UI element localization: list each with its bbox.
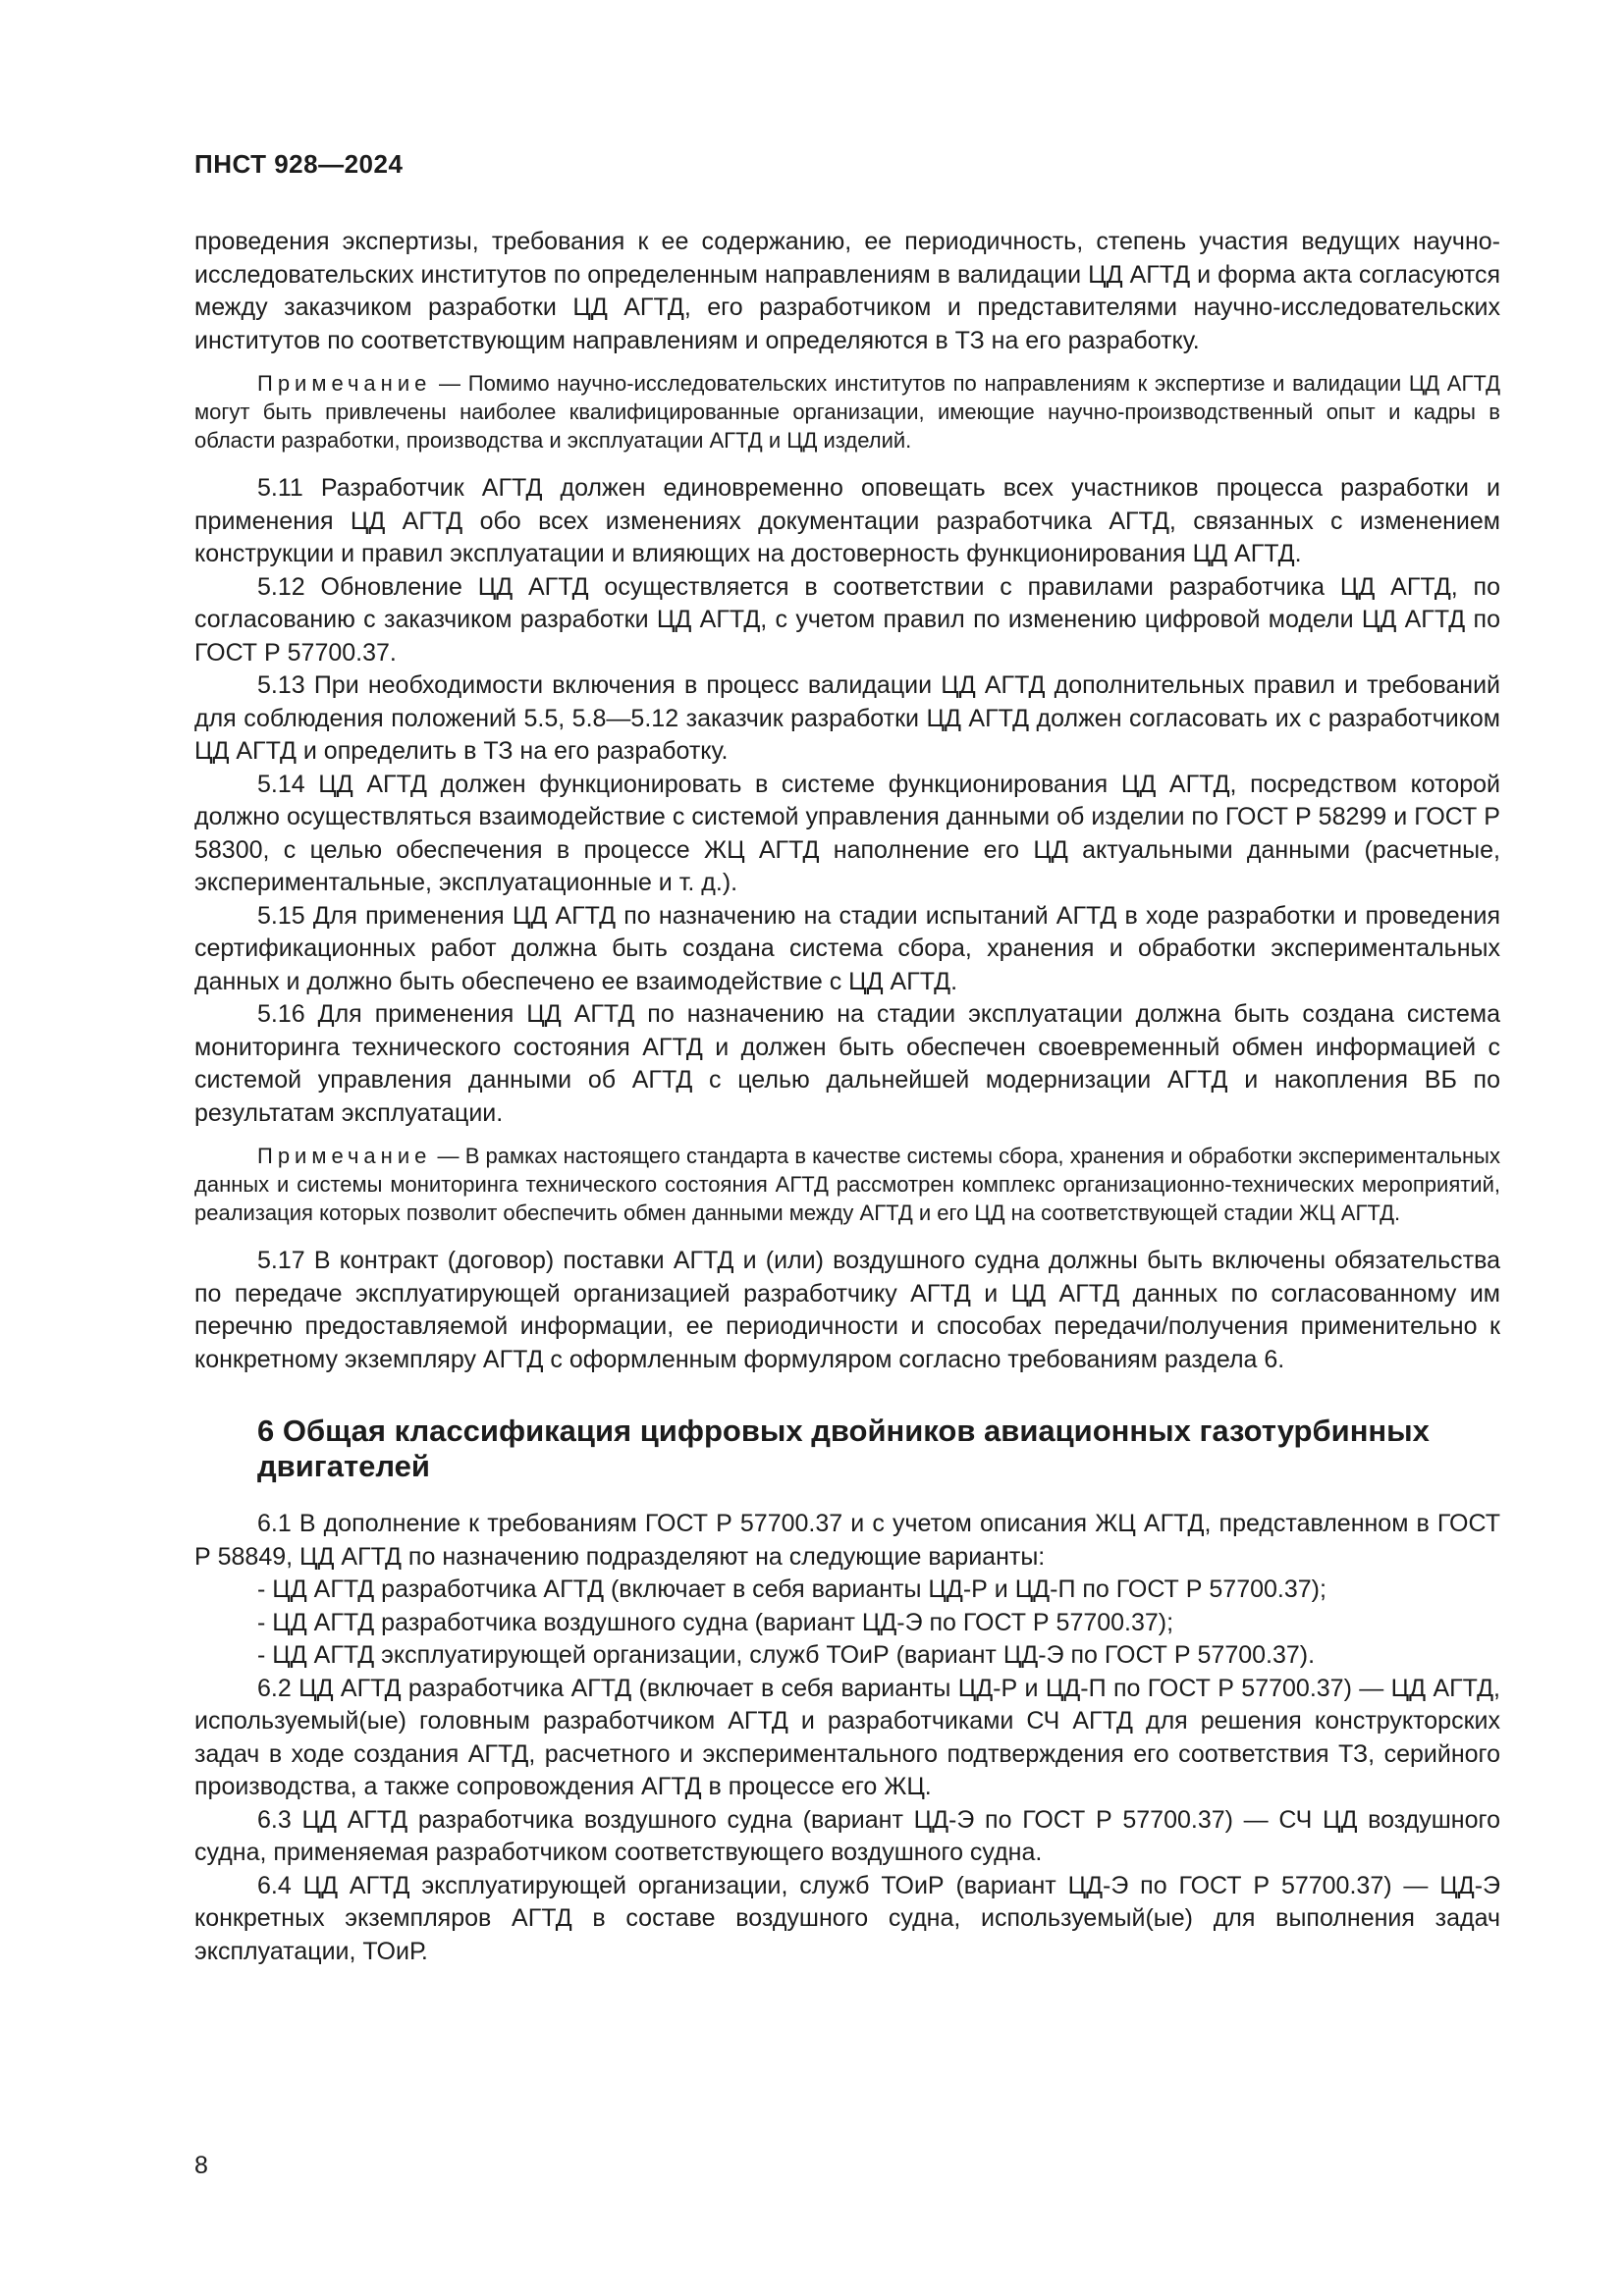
- note-2: [194, 1142, 1500, 1227]
- paragraph-5-13: 5.13 При необходимости включения в процесс валидации ЦД АГТД дополнительных правил и требований для соблюдения положений 5.5, 5.8—5.12 заказчик разработки ЦД АГТД должен согласовать их с разработчиком ЦД АГТД и определить в ТЗ на его разработку.: [194, 671, 1500, 765]
- note-2-text: — В рамках настоящего стандарта в качестве системы сбора, хранения и обработки экспериментальных данных и системы мониторинга технического состояния АГТД рассмотрен комплекс организационно-технических мероприятий, реализация которых позволит обеспечить обмен данными между АГТД и его ЦД на соответствующей стадии ЖЦ АГТД.: [194, 1144, 1500, 1225]
- paragraph-6-1: 6.1 В дополнение к требованиям ГОСТ Р 57700.37 и с учетом описания ЖЦ АГТД, представленном в ГОСТ Р 58849, ЦД АГТД по назначению подразделяют на следующие варианты:: [194, 1510, 1500, 1571]
- section-6-title: 6 Общая классификация цифровых двойников авиационных газотурбинных двигателей: [257, 1414, 1430, 1483]
- list-item: - ЦД АГТД эксплуатирующей организации, служб ТОиР (вариант ЦД-Э по ГОСТ Р 57700.37).: [257, 1641, 1316, 1669]
- paragraph-5-11: 5.11 Разработчик АГТД должен единовременно оповещать всех участников процесса разработки и применения ЦД АГТД обо всех изменениях документации разработчика АГТД, связанных с изменением конструкции и правил эксплуатации и влияющих на достоверность функционирования ЦД АГТД.: [194, 474, 1500, 567]
- list-item: - ЦД АГТД разработчика воздушного судна (вариант ЦД-Э по ГОСТ Р 57700.37);: [257, 1608, 1174, 1636]
- paragraph-6-4: 6.4 ЦД АГТД эксплуатирующей организации, служб ТОиР (вариант ЦД-Э по ГОСТ Р 57700.37) — ЦД-Э конкретных экземпляров АГТД в составе воздушного судна, используемый(ые) для выполнения задач эксплуатации, ТОиР.: [194, 1871, 1500, 1965]
- paragraph-5-15: 5.15 Для применения ЦД АГТД по назначению на стадии испытаний АГТД в ходе разработки и проведения сертификационных работ должна быть создана система сбора, хранения и обработки экспериментальных данных и должно быть обеспечено ее взаимодействие с ЦД АГТД.: [194, 901, 1500, 995]
- paragraph-6-2: 6.2 ЦД АГТД разработчика АГТД (включает в себя варианты ЦД-Р и ЦД-П по ГОСТ Р 57700.37) — ЦД АГТД, используемый(ые) головным разработчиком АГТД и разработчиками СЧ АГТД для решения конструкторских задач в ходе создания АГТД, расчетного и экспериментального подтверждения его соответствия ТЗ, серийного производства, а также сопровождения АГТД в процессе его ЖЦ.: [194, 1674, 1500, 1800]
- note-1-label: Примечание: [257, 371, 432, 396]
- document-header: ПНСТ 928—2024: [194, 149, 404, 179]
- document-body: [194, 226, 1500, 1968]
- paragraph-5-17: 5.17 В контракт (договор) поставки АГТД и (или) воздушного судна должны быть включены обязательства по передаче эксплуатирующей организацией разработчику АГТД и ЦД АГТД данных по согласованному им перечню предоставляемой информации, ее периодичности и способах передачи/получения применительно к конкретному экземпляру АГТД с оформленным формуляром согласно требованиям раздела 6.: [194, 1247, 1500, 1373]
- paragraph-continuation: проведения экспертизы, требования к ее содержанию, ее периодичность, степень участия ведущих научно-исследовательских институтов по определенным направлениям в валидации ЦД АГТД и форма акта согласуются между заказчиком разработки ЦД АГТД, его разработчиком и представителями научно-исследовательских институтов по соответствующим направлениям и определяются в ТЗ на его разработку.: [194, 228, 1500, 354]
- paragraph-5-12: 5.12 Обновление ЦД АГТД осуществляется в соответствии с правилами разработчика ЦД АГТД, по согласованию с заказчиком разработки ЦД АГТД, с учетом правил по изменению цифровой модели ЦД АГТД по ГОСТ Р 57700.37.: [194, 572, 1500, 667]
- note-1: [194, 369, 1500, 454]
- paragraph-5-16: 5.16 Для применения ЦД АГТД по назначению на стадии эксплуатации должна быть создана система мониторинга технического состояния АГТД и должен быть обеспечен своевременный обмен информацией с системой управления данными об АГТД с целью дальнейшей модернизации АГТД и накопления ВБ по результатам эксплуатации.: [194, 1000, 1500, 1127]
- page-number: 8: [194, 2152, 208, 2179]
- list-item: - ЦД АГТД разработчика АГТД (включает в себя варианты ЦД-Р и ЦД-П по ГОСТ Р 57700.37);: [257, 1575, 1326, 1603]
- paragraph-5-14: 5.14 ЦД АГТД должен функционировать в системе функционирования ЦД АГТД, посредством которой должно осуществляться взаимодействие с системой управления данными об изделии по ГОСТ Р 58299 и ГОСТ Р 58300, с целью обеспечения в процессе ЖЦ АГТД наполнение его ЦД актуальными данными (расчетные, экспериментальные, эксплуатационные и т. д.).: [194, 770, 1500, 896]
- note-1-text: — Помимо научно-исследовательских институтов по направлениям к экспертизе и валидации ЦД АГТД могут быть привлечены наиболее квалифицированные организации, имеющие научно-производственный опыт и кадры в области разработки, производства и эксплуатации АГТД и ЦД изделий.: [194, 371, 1500, 453]
- note-2-label: Примечание: [257, 1144, 432, 1168]
- paragraph-6-3: 6.3 ЦД АГТД разработчика воздушного судна (вариант ЦД-Э по ГОСТ Р 57700.37) — СЧ ЦД воздушного судна, применяемая разработчиком соответствующего воздушного судна.: [194, 1805, 1500, 1866]
